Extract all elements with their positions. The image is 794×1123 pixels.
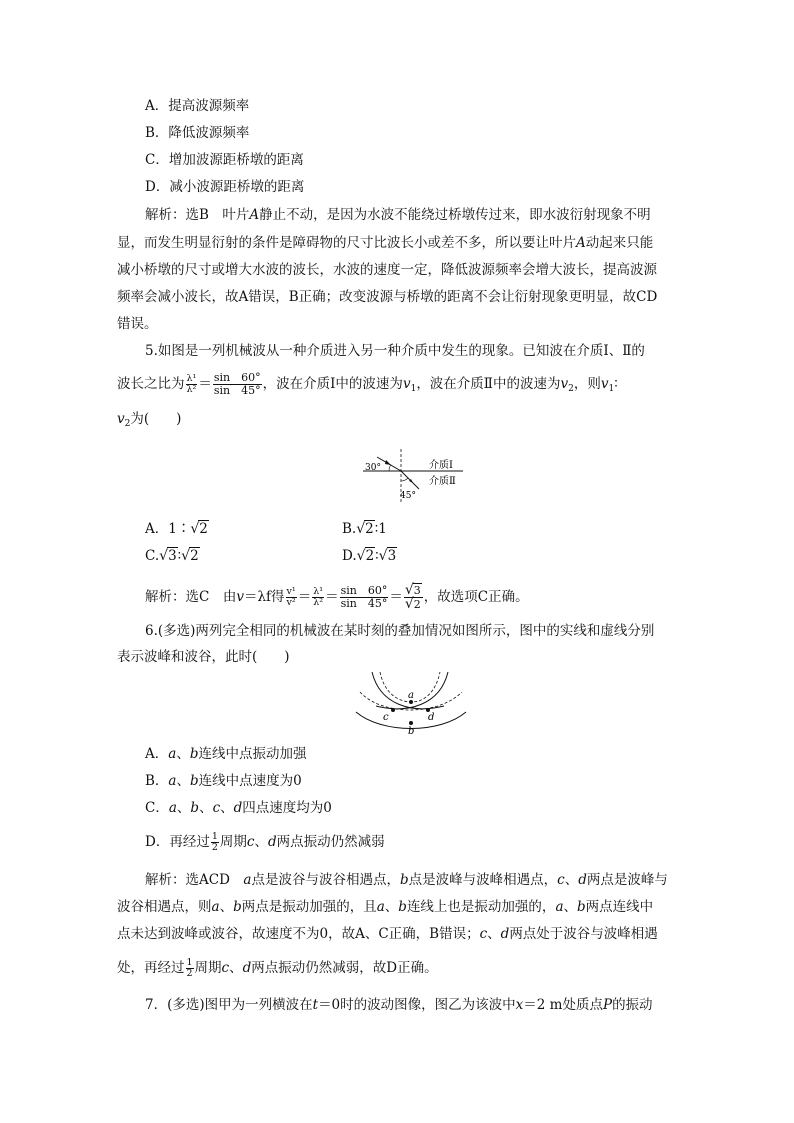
angle-30-label: 30° xyxy=(365,463,381,473)
q6-option-b: B．a、b连线中点速度为0 xyxy=(145,773,302,789)
angle-45-label: 45° xyxy=(400,491,416,501)
point-a-label: a xyxy=(408,690,414,701)
q6-analysis-line-4: 处，再经过 $\frac{1}{2}$ 周期c、d两点振动仍然减弱，故D正确。 xyxy=(117,957,438,979)
q5-stem-line-2: 波长之比为 $\frac{\text{λ¹}}{\text{λ²}}$ ＝ $\frac{\sin 60^\circ}{\sin 45^\circ}$ ，波在介质Ⅰ中的波速为$v_1$，波在介质Ⅱ中的波速为$v_2$，则$v_1∶$ xyxy=(117,371,618,397)
q5-stem-line-3: $v_2$为( ) xyxy=(117,411,182,429)
q6-analysis-line-1: 解析：选ACD a点是波谷与波谷相遇点，b点是波峰与波峰相遇点，c、d两点是波峰与 xyxy=(145,872,668,888)
q5-option-c: C.√3∶√2 xyxy=(145,548,199,564)
interference-figure xyxy=(352,670,470,736)
option-a: A．提高波源频率 xyxy=(145,98,250,114)
q5-option-a: A．1∶√2 xyxy=(145,521,208,537)
q6-stem-line-2: 表示波峰和波谷，此时( ) xyxy=(117,649,290,665)
refraction-figure xyxy=(355,446,475,508)
q4-analysis-line-2: 显，而发生明显衍射的条件是障碍物的尺寸比波长小或差不多，所以要让叶片A动起来只能 xyxy=(117,235,654,251)
q7-stem: 7．(多选)图甲为一列横波在t＝0时的波动图像，图乙为该波中x＝2 m处质点P的振动 xyxy=(145,997,653,1013)
q6-option-d: D．再经过 $\frac{1}{2}$ 周期c、d两点振动仍然减弱 xyxy=(145,831,385,853)
q5-option-d: D.√2∶√3 xyxy=(342,548,397,564)
medium-1-label: 介质Ⅰ xyxy=(429,460,453,471)
point-c-label: c xyxy=(383,712,389,723)
q4-analysis-line-4: 频率会减小波长，故A错误，B正确；改变波源与桥墩的距离不会让衍射现象更明显，故CD xyxy=(117,289,658,305)
q5-analysis: 解析：选C 由v＝λf得 $\frac{\text{v¹}}{\text{v²}}$ ＝ $\frac{\text{λ¹}}{\text{λ²}}$ ＝ $\frac{\sin 60^\circ}{\sin 45^\circ}$ ＝ $\frac{√3}{√2}$ ，故选项C正确。 xyxy=(145,582,529,612)
q5-option-b: B.√2∶1 xyxy=(342,521,387,537)
point-b-label: b xyxy=(408,726,415,736)
option-c: C．增加波源距桥墩的距离 xyxy=(145,152,304,168)
q4-analysis-line-3: 减小桥墩的尺寸或增大水波的波长，水波的速度一定，降低波源频率会增大波长，提高波源 xyxy=(117,262,657,278)
q4-analysis-line-5: 错误。 xyxy=(117,316,158,332)
q6-option-c: C．a、b、c、d四点速度均为0 xyxy=(145,800,332,816)
q6-option-a: A．a、b连线中点振动加强 xyxy=(145,746,307,762)
q6-analysis-line-3: 点未达到波峰或波谷，故速度不为0，故A、C正确，B错误；c、d两点处于波谷与波峰相遇 xyxy=(117,926,658,942)
q5-stem-line-1: 5.如图是一列机械波从一种介质进入另一种介质中发生的现象。已知波在介质Ⅰ、Ⅱ的 xyxy=(145,343,645,359)
q6-stem-line-1: 6.(多选)两列完全相同的机械波在某时刻的叠加情况如图所示，图中的实线和虚线分别 xyxy=(145,623,655,639)
option-d: D．减小波源距桥墩的距离 xyxy=(145,179,305,195)
medium-2-label: 介质Ⅱ xyxy=(429,476,456,487)
q6-analysis-line-2: 波谷相遇点，则a、b两点是振动加强的，且a、b连线上也是振动加强的，a、b两点连线中 xyxy=(117,899,654,915)
option-b: B．降低波源频率 xyxy=(145,125,250,141)
point-d-label: d xyxy=(428,712,435,723)
q4-analysis-line-1: 解析：选B 叶片A静止不动，是因为水波不能绕过桥墩传过来，即水波衍射现象不明 xyxy=(145,207,651,223)
